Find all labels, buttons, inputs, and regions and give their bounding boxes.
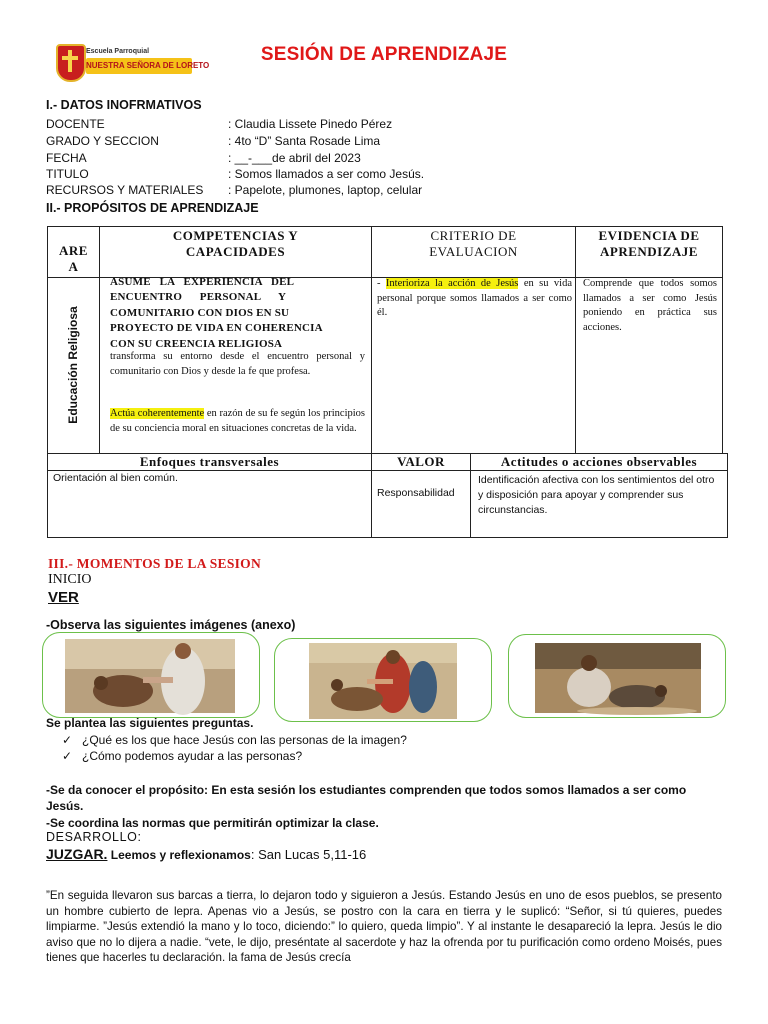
proposito-label: -Se da conocer el propósito: [46,783,209,797]
recursos-label: RECURSOS Y MATERIALES [46,183,204,197]
enfoques-header: Enfoques transversales [139,454,280,469]
titulo-value: : Somos llamados a ser como Jesús. [228,167,425,181]
competencia-line-4: PROYECTO DE VIDA EN COHERENCIA [110,322,323,335]
juzgar-instruction: Leemos y reflexionamos [107,848,251,862]
titulo-label: TITULO [46,167,89,181]
docente-value: : Claudia Lissete Pinedo Pérez [228,117,393,131]
criterio-text [377,277,572,321]
jesus-healing-image-1 [43,633,261,719]
criterio-rest: en su vida personal porque somos llamados a ser como él. [377,278,573,319]
actitudes-header-cell [470,453,728,471]
capacidad-1: transforma su entorno desde el encuentro personal y comunitario con Dios y desde la fe que profesa. [110,351,365,377]
pregunta-1: ¿Qué es los que hace Jesús con las personas de la imagen? [82,733,407,747]
evidencia-cell [575,277,723,454]
lectura-text: ”En seguida llevaron sus barcas a tierra, lo dejaron todo y siguieron a Jesús. Estando Jesús en uno de esos pueblos, se presento un hombre cubierto de lepra. Apenas vio a Jesús, se postro con la cara en tierra y le suplicó: “Señor, si tú quieres, puedes limpiarme. ”Jesús extendió la mano y lo toco, diciendo:” lo quiero, queda limpio”. Y al instante le desapareció la lepra. Jesús le dio aviso que no lo dijera a nadie. “vete, le dijo, preséntate al sacerdote y haz la ofrenda por tu purificación como ordeno Moisés, pues tienes que hacerles tu declaración. la fama de Jesús crecía [46,889,722,965]
competencia-line-3: COMUNITARIO CON DIOS EN SU [110,306,290,319]
actitud-cell [470,470,728,538]
grado-label: GRADO Y SECCION [46,134,159,148]
criterio-highlight: Interioriza la acción de Jesús [385,278,519,289]
fecha-value: : __-___de abril del 2023 [228,151,361,165]
logo-banner: NUESTRA SEÑORA DE LORETO [86,58,192,74]
check-icon: ✓ [62,749,73,763]
competencia-line-2: ENCUENTRO PERSONAL Y [110,291,287,304]
competencia-line-1: ASUME LA EXPERIENCIA DEL [110,276,295,288]
observa-instruction: -Observa las siguientes imágenes (anexo) [46,618,296,632]
juzgar-cita: : San Lucas 5,11-16 [250,847,367,862]
competencia-cell [99,277,372,454]
evidencia-header-cell [575,226,723,278]
enfoque-text: Orientación al bien común. [53,472,178,484]
section1-heading: I.- DATOS INOFRMATIVOS [46,98,202,112]
inicio-heading: INICIO [48,572,92,587]
valor-header: VALOR [397,454,445,469]
grado-value: : 4to “D” Santa Rosade Lima [228,134,381,148]
page-title: SESIÓN DE APRENDIZAJE [260,44,508,65]
area-text: Educación Religiosa [66,306,80,424]
image-frame-2 [274,638,492,722]
logo-top-text: Escuela Parroquial [86,48,150,55]
capacidad-2 [110,407,365,436]
evidencia-header-2: APRENDIZAJE [600,244,698,259]
criterio-header-2: EVALUACION [429,244,518,259]
recursos-value: : Papelote, plumones, laptop, celular [228,183,423,197]
jesus-healing-image-3 [509,635,727,719]
fecha-label: FECHA [46,151,87,165]
section2-heading: II.- PROPÓSITOS DE APRENDIZAJE [46,201,259,215]
actitudes-header: Actitudes o acciones observables [500,454,698,469]
ver-heading: VER [48,589,79,606]
check-icon: ✓ [62,733,73,747]
actitud-text: Identificación afectiva con los sentimientos del otro y disposición para apoyar y comprender sus circunstancias. [478,474,715,516]
valor-text: Responsabilidad [377,487,455,499]
criterio-cell [371,277,576,454]
normas-text: -Se coordina las normas que permitirán optimizar la clase. [46,816,379,830]
capacidad-2-highlight: Actúa coherentemente [110,408,205,419]
area-vertical [47,278,99,452]
proposito-paragraph [46,782,726,814]
juzgar-label: JUZGAR. [46,846,108,862]
competencia-line-5: CON SU CREENCIA RELIGIOSA [110,337,283,350]
enfoques-header-cell [47,453,372,471]
proposito-text: En esta sesión los estudiantes comprenden que todos somos llamados a ser como Jesús. [46,783,687,813]
area-header-2: A [68,259,79,274]
area-header-cell [47,226,100,278]
valor-cell [371,470,471,538]
evidencia-text: Comprende que todos somos llamados a ser como Jesús poniendo en práctica sus acciones. [583,278,717,333]
competencias-header-1: COMPETENCIAS Y [172,228,299,243]
image-frame-1 [42,632,260,718]
image-frame-3 [508,634,726,718]
criterio-header-1: CRITERIO DE [430,228,517,243]
evidencia-header-1: EVIDENCIA DE [598,228,700,243]
juzgar-line [46,846,366,864]
criterio-prefix: - [377,278,386,289]
section3-heading: III.- MOMENTOS DE LA SESION [48,556,262,571]
valor-header-cell [371,453,471,471]
desarrollo-heading: DESARROLLO: [46,830,142,844]
area-header-1: ARE [59,243,88,258]
jesus-healing-image-2 [275,639,493,723]
competencias-header-cell [99,226,372,278]
criterio-header-cell [371,226,576,278]
competencias-header-2: CAPACIDADES [185,244,286,259]
pregunta-2: ¿Cómo podemos ayudar a las personas? [82,749,303,763]
capacidad-2-rest: en razón de su fe según los principios de su conciencia moral en situaciones concretas de la vida. [110,408,365,434]
enfoque-cell [47,470,372,538]
docente-label: DOCENTE [46,117,105,131]
preguntas-intro: Se plantea las siguientes preguntas. [46,716,254,730]
